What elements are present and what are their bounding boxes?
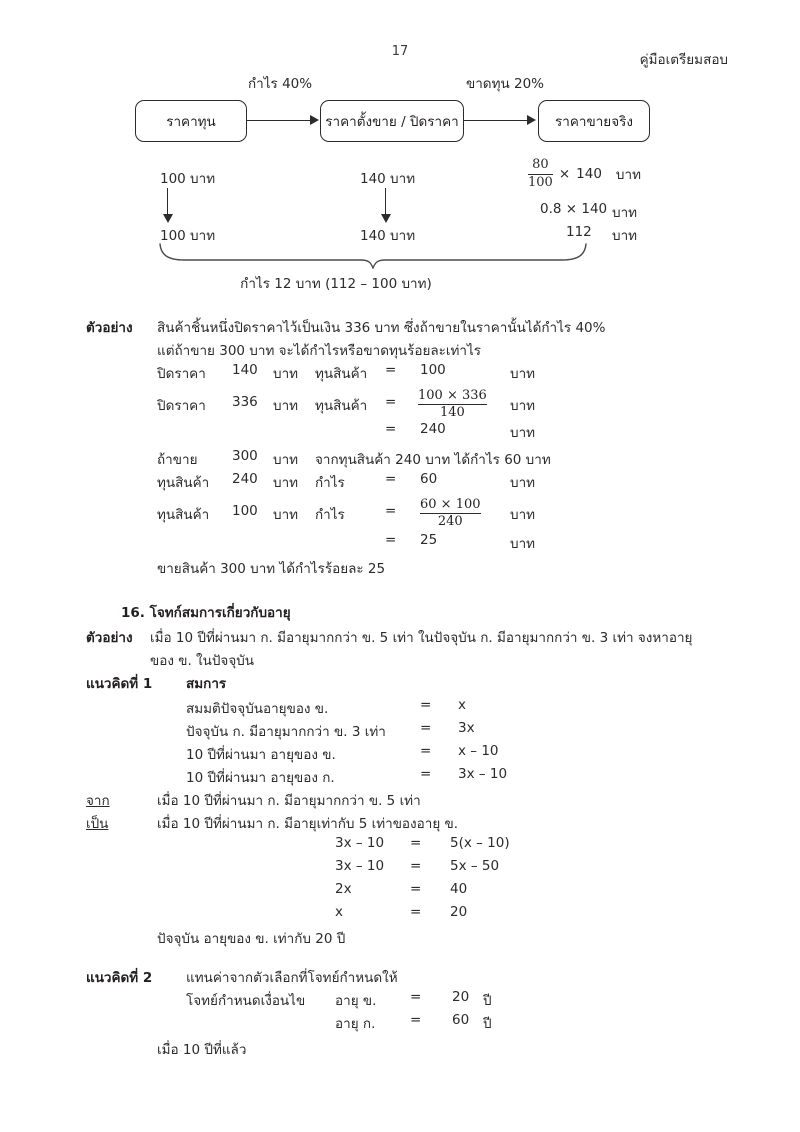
calc-row-number: 240 (232, 471, 258, 487)
diagram-value-top-1: 100 บาท (160, 171, 216, 187)
flow-arrow-label-loss: ขาดทุน 20% (466, 76, 545, 92)
diagram-value-bottom-1: 100 บาท (160, 228, 216, 244)
approach-2-label: แนวคิดที่ 2 (86, 970, 153, 986)
down-arrow-2-line (385, 188, 386, 216)
equation-left: 3x – 10 (335, 858, 385, 874)
age-row-value: 20 (452, 989, 470, 1005)
down-arrow-1-head-icon (163, 214, 173, 223)
example-conclusion: ขายสินค้า 300 บาท ได้กำไรร้อยละ 25 (157, 561, 386, 577)
from-label: จาก (86, 793, 110, 809)
age-row-equals: = (410, 1012, 422, 1028)
calc-row-fraction (418, 384, 487, 421)
equation-left: x (335, 904, 343, 920)
calc-row-label: ทุนสินค้า (157, 475, 210, 491)
equation-left: 3x – 10 (335, 835, 385, 851)
calc-row-value: 60 (420, 471, 438, 487)
age-row-equals: = (410, 989, 422, 1005)
to-text: เมื่อ 10 ปีที่ผ่านมา ก. มีอายุเท่ากับ 5 เท่าของอายุ ข. (157, 816, 459, 832)
equation-left: 2x (335, 881, 352, 897)
flow-box-list-price: ราคาตั้งขาย / ปิดราคา (320, 100, 464, 142)
age-row-value: 60 (452, 1012, 470, 1028)
age-row-unit: ปี (483, 993, 492, 1009)
calc-row-unit: บาท (273, 366, 299, 382)
definition-equals: = (420, 743, 432, 759)
equation-equals: = (410, 835, 422, 851)
calc-row-unit2: บาท (510, 366, 536, 382)
calc-row-number: 140 (232, 362, 258, 378)
flow-connector-2 (464, 120, 530, 121)
calc-row-label2: กำไร (315, 475, 345, 491)
approach-2-given-label: โจทย์กำหนดเงื่อนไข (186, 993, 306, 1009)
equation-right: 20 (450, 904, 468, 920)
definition-equals: = (420, 697, 432, 713)
age-row-left: อายุ ก. (335, 1016, 376, 1032)
calc-row-equals: = (385, 421, 397, 437)
definition-text: 10 ปีที่ผ่านมา อายุของ ก. (186, 770, 335, 786)
fraction-denominator: 240 (420, 513, 481, 530)
calc-row-value: 100 (420, 362, 446, 378)
down-arrow-1-line (167, 188, 168, 216)
diagram-fraction-expression (528, 158, 641, 190)
curly-brace-icon (158, 243, 588, 273)
calc-row-value: 240 (420, 421, 446, 437)
age-row-unit: ปี (483, 1016, 492, 1032)
flow-arrow-label-profit: กำไร 40% (248, 76, 313, 92)
equation-equals: = (410, 904, 422, 920)
approach-1-label: แนวคิดที่ 1 (86, 676, 153, 692)
example-label-2: ตัวอย่าง (86, 630, 133, 646)
definition-value: 3x (458, 720, 475, 736)
calc-row-equals: = (385, 362, 397, 378)
example-statement-line-2: แต่ถ้าขาย 300 บาท จะได้กำไรหรือขาดทุนร้อยละเท่าไร (157, 343, 482, 359)
approach-1-answer: ปัจจุบัน อายุของ ข. เท่ากับ 20 ปี (157, 931, 346, 947)
calc-row-label: ถ้าขาย (157, 452, 198, 468)
brace-caption: กำไร 12 บาท (112 – 100 บาท) (240, 276, 432, 292)
definition-value: x (458, 697, 466, 713)
flow-box-actual-sell-price: ราคาขายจริง (538, 100, 650, 142)
multiply-sign: × (558, 166, 571, 183)
unit-baht-bottom: บาท (612, 228, 638, 244)
calc-row-unit: บาท (273, 507, 299, 523)
calc-row-equals: = (385, 503, 397, 519)
multiplier-value: 140 (576, 166, 602, 183)
calc-row-equals: = (385, 394, 397, 410)
calc-row-number: 336 (232, 394, 258, 410)
section-16-heading: 16. โจทก์สมการเกี่ยวกับอายุ (121, 605, 291, 621)
fraction-80-over-100 (528, 158, 553, 190)
section-16-problem-line-1: เมื่อ 10 ปีที่ผ่านมา ก. มีอายุมากกว่า ข. 5 เท่า ในปัจจุบัน ก. มีอายุมากกว่า ข. 3 เท่า จงหาอายุ (150, 630, 693, 646)
calc-row-label2: กำไร (315, 507, 345, 523)
calc-row-fraction (420, 493, 481, 530)
definition-text: ปัจจุบัน ก. มีอายุมากกว่า ข. 3 เท่า (186, 724, 386, 740)
diagram-value-bottom-3: 112 (566, 224, 592, 240)
section-16-problem-line-2: ของ ข. ในปัจจุบัน (150, 653, 255, 669)
flow-connector-1 (247, 120, 313, 121)
diagram-decimal-expression: 0.8 × 140 (540, 201, 608, 217)
flow-arrowhead-2-icon (527, 115, 536, 125)
definition-equals: = (420, 766, 432, 782)
calc-row-unit2: บาท (510, 425, 536, 441)
down-arrow-2-head-icon (381, 214, 391, 223)
calc-row-number: 100 (232, 503, 258, 519)
calc-row-unit2: บาท (510, 398, 536, 414)
diagram-value-top-2: 140 บาท (360, 171, 416, 187)
fraction-denominator: 100 (528, 174, 553, 190)
calc-row-unit: บาท (273, 398, 299, 414)
to-label: เป็น (86, 816, 109, 832)
age-row-left: อายุ ข. (335, 993, 377, 1009)
example-label-1: ตัวอย่าง (86, 320, 133, 336)
calc-row-unit: บาท (273, 452, 299, 468)
unit-baht-top: บาท (615, 167, 641, 184)
flow-arrowhead-1-icon (310, 115, 319, 125)
definition-text: 10 ปีที่ผ่านมา อายุของ ข. (186, 747, 336, 763)
from-text: เมื่อ 10 ปีที่ผ่านมา ก. มีอายุมากกว่า ข. 5 เท่า (157, 793, 421, 809)
calc-row-unit: บาท (273, 475, 299, 491)
equation-equals: = (410, 881, 422, 897)
equation-right: 5x – 50 (450, 858, 500, 874)
calc-row-label: ทุนสินค้า (157, 507, 210, 523)
fraction-numerator: 60 × 100 (420, 497, 481, 512)
calc-row-label2: ทุนสินค้า (315, 398, 368, 414)
definition-value: x – 10 (458, 743, 499, 759)
calc-row-label2: ทุนสินค้า (315, 366, 368, 382)
calc-row-number: 300 (232, 448, 258, 464)
definition-equals: = (420, 720, 432, 736)
approach-1-title: สมการ (186, 676, 227, 692)
equation-right: 5(x – 10) (450, 835, 510, 851)
calc-row-label: ปิดราคา (157, 398, 206, 414)
fraction-numerator: 100 × 336 (418, 388, 487, 403)
example-statement-line-1: สินค้าชิ้นหนึ่งปิดราคาไว้เป็นเงิน 336 บาท ซึ่งถ้าขายในราคานั้นได้กำไร 40% (157, 320, 606, 336)
flow-box-cost-price: ราคาทุน (135, 100, 247, 142)
definition-value: 3x – 10 (458, 766, 508, 782)
calc-row-label: ปิดราคา (157, 366, 206, 382)
definition-text: สมมติปัจจุบันอายุของ ข. (186, 701, 329, 717)
calc-row-equals: = (385, 471, 397, 487)
fraction-denominator: 140 (418, 404, 487, 421)
calc-row-unit2: บาท (510, 475, 536, 491)
calc-row-equals: = (385, 532, 397, 548)
page-number: 17 (391, 44, 409, 59)
equation-right: 40 (450, 881, 468, 897)
calc-row-unit2: บาท (510, 507, 536, 523)
approach-2-last-line: เมื่อ 10 ปีที่แล้ว (157, 1042, 247, 1058)
equation-equals: = (410, 858, 422, 874)
fraction-numerator: 80 (532, 157, 549, 172)
unit-baht-mid: บาท (612, 205, 638, 221)
book-title: คู่มือเตรียมสอบ (639, 52, 728, 68)
diagram-value-bottom-2: 140 บาท (360, 228, 416, 244)
approach-2-title: แทนค่าจากตัวเลือกที่โจทย์กำหนดให้ (186, 970, 398, 986)
calc-row-rest: จากทุนสินค้า 240 บาท ได้กำไร 60 บาท (315, 452, 551, 468)
calc-row-value: 25 (420, 532, 438, 548)
calc-row-unit2: บาท (510, 536, 536, 552)
